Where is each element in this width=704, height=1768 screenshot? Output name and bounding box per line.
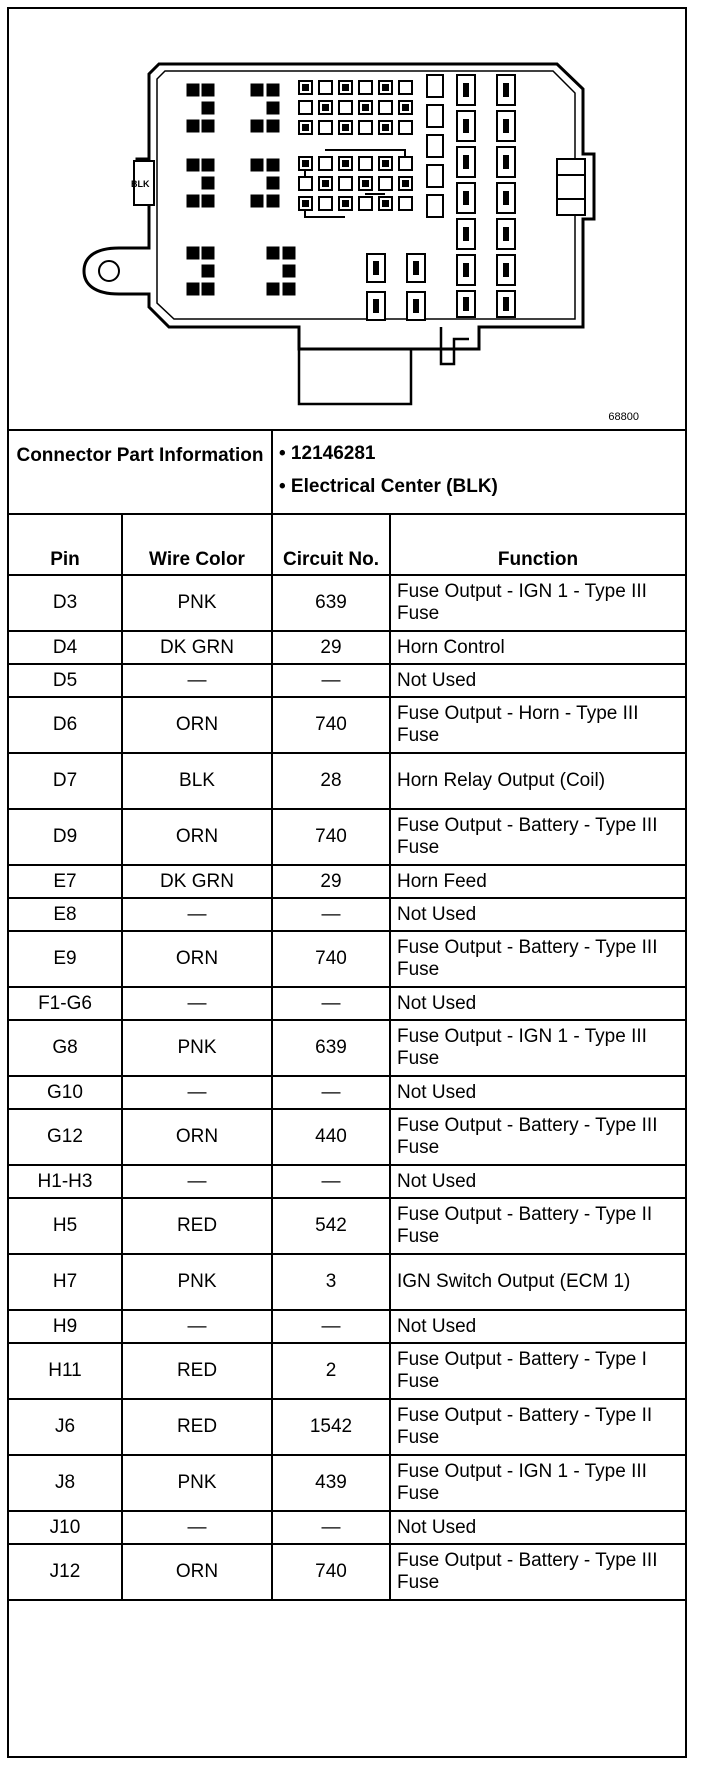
- lower-tab: [299, 327, 469, 404]
- circuit-cell: 639: [272, 575, 390, 631]
- circuit-cell: 28: [272, 753, 390, 809]
- blk-label: BLK: [131, 179, 150, 189]
- table-row: [9, 1165, 685, 1198]
- pin-table: [9, 513, 685, 1601]
- pin-cell: J8: [9, 1455, 122, 1511]
- circuit-cell: —: [272, 898, 390, 931]
- pin-cell: G12: [9, 1109, 122, 1165]
- function-cell: Horn Relay Output (Coil): [390, 753, 685, 809]
- table-row: [9, 1254, 685, 1310]
- circuit-cell: —: [272, 1511, 390, 1544]
- table-row: [9, 631, 685, 664]
- function-cell: Not Used: [390, 987, 685, 1020]
- pin-cell: H7: [9, 1254, 122, 1310]
- function-cell: Not Used: [390, 898, 685, 931]
- pin-cell: H9: [9, 1310, 122, 1343]
- table-row: [9, 664, 685, 697]
- function-cell: Fuse Output - Battery - Type III Fuse: [390, 1109, 685, 1165]
- pin-cell: J10: [9, 1511, 122, 1544]
- function-cell: Fuse Output - Battery - Type III Fuse: [390, 931, 685, 987]
- wire-color-cell: PNK: [122, 1254, 272, 1310]
- header-circuit-no: Circuit No.: [272, 514, 390, 575]
- part-number: • 12146281: [279, 443, 376, 464]
- circuit-cell: —: [272, 1165, 390, 1198]
- table-row: [9, 1399, 685, 1455]
- pin-cell: G8: [9, 1020, 122, 1076]
- connector-part-information: [9, 429, 685, 515]
- header-wire-color: Wire Color: [122, 514, 272, 575]
- wire-color-cell: PNK: [122, 1020, 272, 1076]
- table-row: [9, 1455, 685, 1511]
- function-cell: IGN Switch Output (ECM 1): [390, 1254, 685, 1310]
- wire-color-cell: PNK: [122, 1455, 272, 1511]
- wire-color-cell: ORN: [122, 1109, 272, 1165]
- circuit-cell: 740: [272, 809, 390, 865]
- pin-cell: D4: [9, 631, 122, 664]
- header-function: Function: [390, 514, 685, 575]
- table-row: [9, 1343, 685, 1399]
- wire-color-cell: —: [122, 1310, 272, 1343]
- table-row: [9, 987, 685, 1020]
- circuit-cell: 740: [272, 931, 390, 987]
- function-cell: Horn Feed: [390, 865, 685, 898]
- pin-cell: G10: [9, 1076, 122, 1109]
- circuit-cell: 439: [272, 1455, 390, 1511]
- wire-color-cell: —: [122, 898, 272, 931]
- function-cell: Fuse Output - IGN 1 - Type III Fuse: [390, 1455, 685, 1511]
- function-cell: Fuse Output - Battery - Type I Fuse: [390, 1343, 685, 1399]
- pin-cell: H11: [9, 1343, 122, 1399]
- wire-color-cell: ORN: [122, 1544, 272, 1600]
- mounting-hole: [99, 261, 119, 281]
- wire-color-cell: —: [122, 1076, 272, 1109]
- pin-cell: D5: [9, 664, 122, 697]
- connector-sheet: [7, 7, 687, 1758]
- wire-color-cell: RED: [122, 1399, 272, 1455]
- function-cell: Horn Control: [390, 631, 685, 664]
- wire-color-cell: PNK: [122, 575, 272, 631]
- part-description: • Electrical Center (BLK): [279, 476, 498, 497]
- wire-color-cell: RED: [122, 1343, 272, 1399]
- wire-color-cell: RED: [122, 1198, 272, 1254]
- circuit-cell: 2: [272, 1343, 390, 1399]
- function-cell: Fuse Output - Battery - Type II Fuse: [390, 1198, 685, 1254]
- pin-cell: D3: [9, 575, 122, 631]
- circuit-cell: 29: [272, 631, 390, 664]
- function-cell: Fuse Output - IGN 1 - Type III Fuse: [390, 1020, 685, 1076]
- table-row: [9, 865, 685, 898]
- pin-cell: J6: [9, 1399, 122, 1455]
- connector-part-label: Connector Part Information: [9, 429, 273, 513]
- function-cell: Not Used: [390, 1310, 685, 1343]
- circuit-cell: 3: [272, 1254, 390, 1310]
- pin-cell: J12: [9, 1544, 122, 1600]
- table-row: [9, 1544, 685, 1600]
- function-cell: Not Used: [390, 1076, 685, 1109]
- wire-color-cell: —: [122, 664, 272, 697]
- cavity-grid: [187, 84, 295, 295]
- table-row: [9, 1198, 685, 1254]
- wire-color-cell: —: [122, 1165, 272, 1198]
- pin-cell: D6: [9, 697, 122, 753]
- connector-diagram: [9, 9, 685, 431]
- pin-cell: F1-G6: [9, 987, 122, 1020]
- function-cell: Fuse Output - Battery - Type III Fuse: [390, 1544, 685, 1600]
- function-cell: Fuse Output - IGN 1 - Type III Fuse: [390, 575, 685, 631]
- wire-color-cell: —: [122, 987, 272, 1020]
- circuit-cell: —: [272, 664, 390, 697]
- circuit-cell: 1542: [272, 1399, 390, 1455]
- connector-part-details: [279, 437, 679, 503]
- figure-number: 68800: [608, 411, 639, 423]
- right-clip: [557, 159, 585, 215]
- pin-cell: H1-H3: [9, 1165, 122, 1198]
- table-row: [9, 697, 685, 753]
- wire-color-cell: —: [122, 1511, 272, 1544]
- table-row: [9, 931, 685, 987]
- circuit-cell: 740: [272, 697, 390, 753]
- circuit-cell: 639: [272, 1020, 390, 1076]
- circuit-cell: 740: [272, 1544, 390, 1600]
- table-row: [9, 575, 685, 631]
- wire-color-cell: ORN: [122, 697, 272, 753]
- wire-color-cell: DK GRN: [122, 865, 272, 898]
- electrical-center-drawing: [9, 9, 685, 429]
- function-cell: Not Used: [390, 1511, 685, 1544]
- circuit-cell: —: [272, 1076, 390, 1109]
- table-row: [9, 809, 685, 865]
- circuit-cell: —: [272, 987, 390, 1020]
- circuit-cell: 29: [272, 865, 390, 898]
- pin-cell: E8: [9, 898, 122, 931]
- pin-cell: E7: [9, 865, 122, 898]
- pin-cell: E9: [9, 931, 122, 987]
- function-cell: Fuse Output - Horn - Type III Fuse: [390, 697, 685, 753]
- middle-cavities: [299, 81, 412, 210]
- circuit-cell: —: [272, 1310, 390, 1343]
- table-row: [9, 898, 685, 931]
- function-cell: Fuse Output - Battery - Type II Fuse: [390, 1399, 685, 1455]
- function-cell: Not Used: [390, 664, 685, 697]
- pin-cell: H5: [9, 1198, 122, 1254]
- function-cell: Fuse Output - Battery - Type III Fuse: [390, 809, 685, 865]
- circuit-cell: 542: [272, 1198, 390, 1254]
- wire-color-cell: ORN: [122, 931, 272, 987]
- table-row: [9, 1020, 685, 1076]
- circuit-cell: 440: [272, 1109, 390, 1165]
- pin-table-header: [9, 514, 685, 575]
- table-row: [9, 1109, 685, 1165]
- pin-cell: D7: [9, 753, 122, 809]
- header-pin: Pin: [9, 514, 122, 575]
- wire-color-cell: BLK: [122, 753, 272, 809]
- wire-color-cell: ORN: [122, 809, 272, 865]
- table-row: [9, 1511, 685, 1544]
- pin-cell: D9: [9, 809, 122, 865]
- table-row: [9, 1310, 685, 1343]
- wire-color-cell: DK GRN: [122, 631, 272, 664]
- table-row: [9, 1076, 685, 1109]
- table-row: [9, 753, 685, 809]
- function-cell: Not Used: [390, 1165, 685, 1198]
